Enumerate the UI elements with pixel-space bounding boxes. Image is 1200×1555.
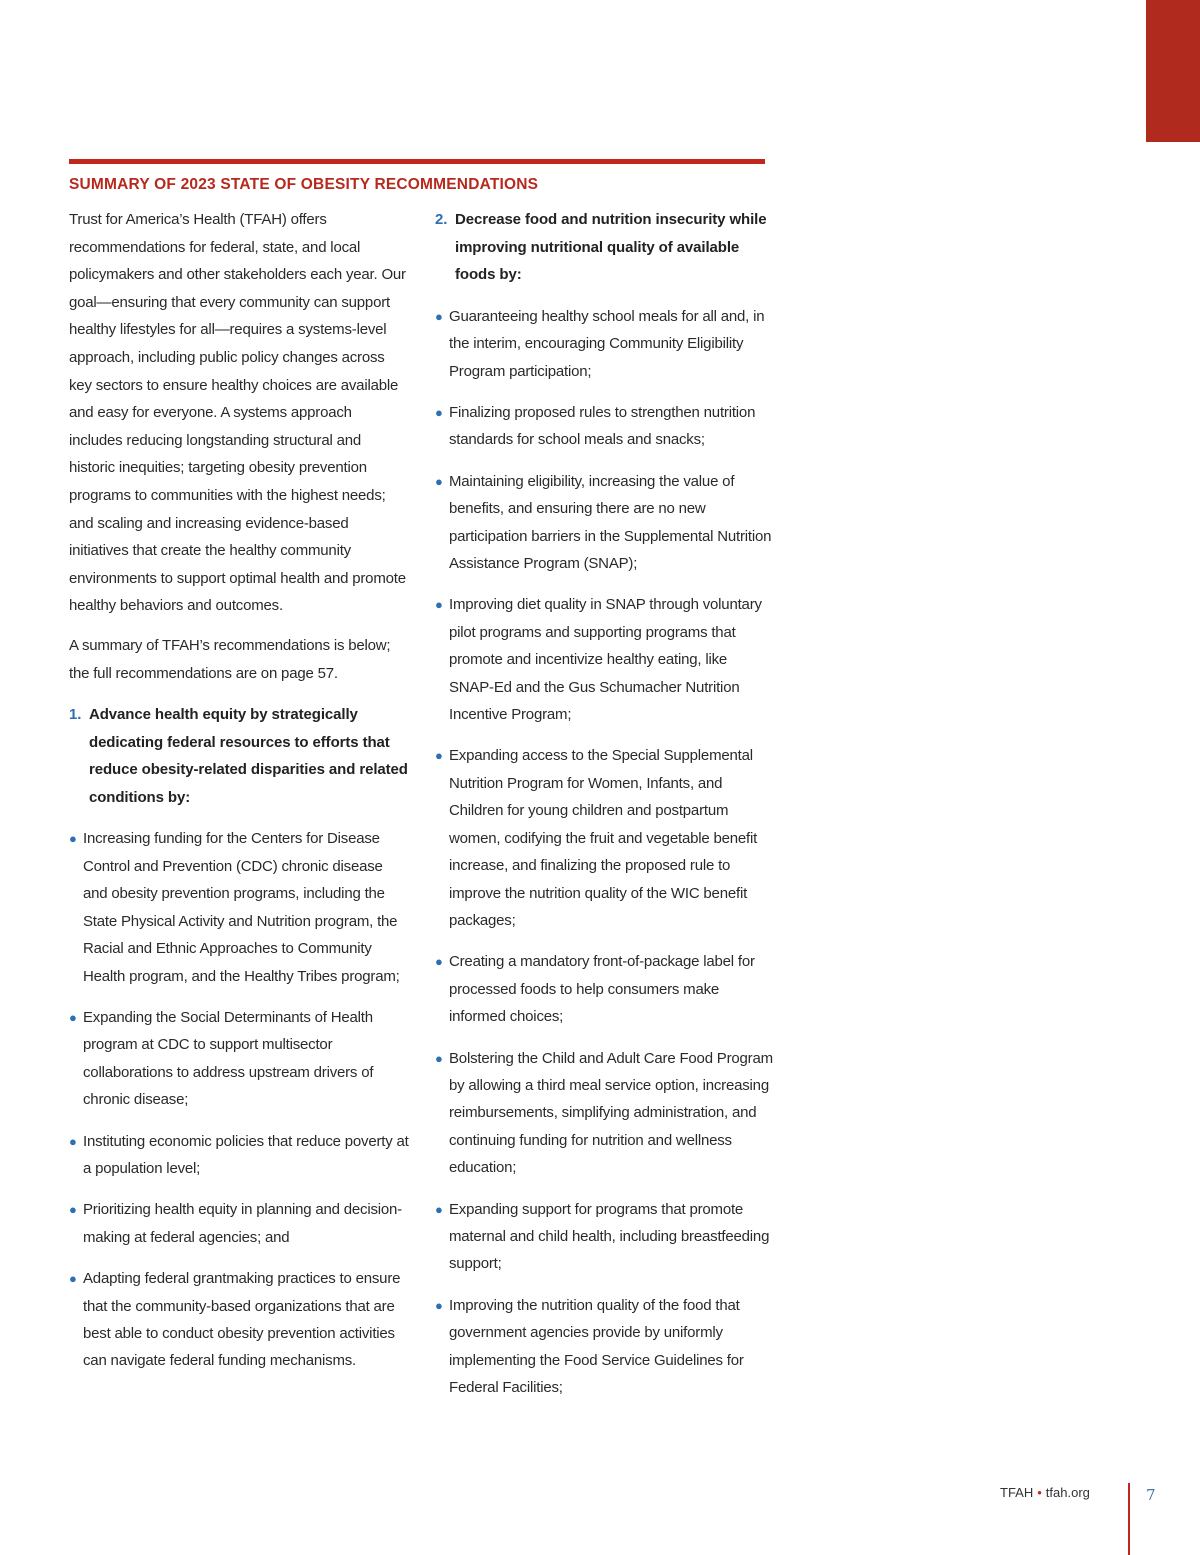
list-item: ● Expanding access to the Special Supplemental Nutrition Program for Women, Infants, and Children for young children and postpartum women, codifying the fruit and vegetable benefit increase, and finalizing the proposed rule to improve the nutrition quality of the WIC benefit packages; (435, 742, 775, 934)
footer-separator: • (1037, 1485, 1042, 1500)
list-item: ● Instituting economic policies that reduce poverty at a population level; (69, 1128, 409, 1183)
list-item: ● Creating a mandatory front-of-package label for processed foods to help consumers make informed choices; (435, 948, 775, 1030)
recommendation-2-title (435, 206, 775, 289)
footer-org: TFAH (1000, 1485, 1034, 1500)
list-item: ● Finalizing proposed rules to strengthen nutrition standards for school meals and snacks; (435, 399, 775, 454)
right-column (435, 206, 775, 1415)
list-item: ● Prioritizing health equity in planning and decision-making at federal agencies; and (69, 1196, 409, 1251)
bullet-dot-icon: ● (69, 1009, 77, 1025)
recommendation-1-title (69, 701, 409, 811)
bullet-dot-icon: ● (435, 1297, 443, 1313)
recommendation-2-text: Decrease food and nutrition insecurity while improving nutritional quality of available foods by: (455, 211, 767, 284)
list-item: ● Adapting federal grantmaking practices to ensure that the community-based organizations that are best able to conduct obesity prevention activities can navigate federal funding mechanisms. (69, 1265, 409, 1375)
bullet-dot-icon: ● (435, 473, 443, 489)
corner-color-tab (1146, 0, 1200, 142)
bullet-dot-icon: ● (69, 1202, 77, 1218)
bullet-dot-icon: ● (69, 831, 77, 847)
bullet-dot-icon: ● (435, 1050, 443, 1066)
bullet-dot-icon: ● (435, 954, 443, 970)
intro-paragraph: Trust for America’s Health (TFAH) offers recommendations for federal, state, and local policymakers and other stakeholders each year. Our goal—ensuring that every community can support healthy lifestyles for all—requires a systems-level approach, including public policy changes across key sectors to ensure healthy choices are available and easy for everyone. A systems approach includes reducing longstanding structural and historic inequities; targeting obesity prevention programs to communities with the highest needs; and scaling and increasing evidence-based initiatives that create the healthy community environments to support optimal health and promote healthy behaviors and outcomes. (69, 211, 406, 615)
bullet-dot-icon: ● (435, 748, 443, 764)
bullet-dot-icon: ● (435, 405, 443, 420)
heading-rule (69, 159, 765, 164)
list-item: ● Maintaining eligibility, increasing the value of benefits, and ensuring there are no new participation barriers in the Supplemental Nutrition Assistance Program (SNAP); (435, 468, 775, 578)
section-heading: SUMMARY OF 2023 STATE OF OBESITY RECOMMENDATIONS (69, 176, 539, 193)
recommendation-1-bullets (69, 825, 409, 1374)
list-item: ● Expanding support for programs that promote maternal and child health, including breastfeeding support; (435, 1196, 775, 1278)
footer-divider (1128, 1483, 1130, 1555)
bullet-dot-icon: ● (69, 1133, 77, 1149)
page-number: 7 (1146, 1486, 1156, 1504)
bullet-dot-icon: ● (435, 597, 443, 613)
recommendation-2-number: 2. (435, 211, 448, 228)
list-item: ● Expanding the Social Determinants of Health program at CDC to support multisector collaborations to address upstream drivers of chronic disease; (69, 1004, 409, 1114)
list-item: ● Improving the nutrition quality of the food that government agencies provide by uniformly implementing the Food Service Guidelines for Federal Facilities; (435, 1292, 775, 1402)
bullet-dot-icon: ● (69, 1271, 77, 1287)
bullet-dot-icon: ● (435, 1201, 443, 1217)
left-column (69, 206, 409, 1389)
bullet-dot-icon: ● (435, 308, 443, 324)
recommendation-1-number: 1. (69, 706, 82, 724)
summary-note: A summary of TFAH’s recommendations is below; the full recommendations are on page 57. (69, 636, 391, 682)
recommendation-1-text: Advance health equity by strategically dedicating federal resources to efforts that reduce obesity-related disparities and related conditions by: (89, 706, 408, 806)
list-item: ● Increasing funding for the Centers for Disease Control and Prevention (CDC) chronic disease and obesity prevention programs, including the State Physical Activity and Nutrition program, the Racial and Ethnic Approaches to Community Health program, and the Healthy Tribes program; (69, 825, 409, 989)
footer (1000, 1485, 1090, 1500)
list-item: ● Bolstering the Child and Adult Care Food Program by allowing a third meal service option, increasing reimbursements, simplifying administration, and continuing funding for nutrition and wellness education; (435, 1045, 775, 1182)
recommendation-2-bullets (435, 303, 775, 1402)
footer-site-link[interactable]: tfah.org (1045, 1485, 1090, 1500)
list-item: ● Guaranteeing healthy school meals for all and, in the interim, encouraging Community Eligibility Program participation; (435, 303, 775, 385)
list-item: ● Improving diet quality in SNAP through voluntary pilot programs and supporting programs that promote and incentivize healthy eating, like SNAP-Ed and the Gus Schumacher Nutrition Incentive Program; (435, 591, 775, 728)
